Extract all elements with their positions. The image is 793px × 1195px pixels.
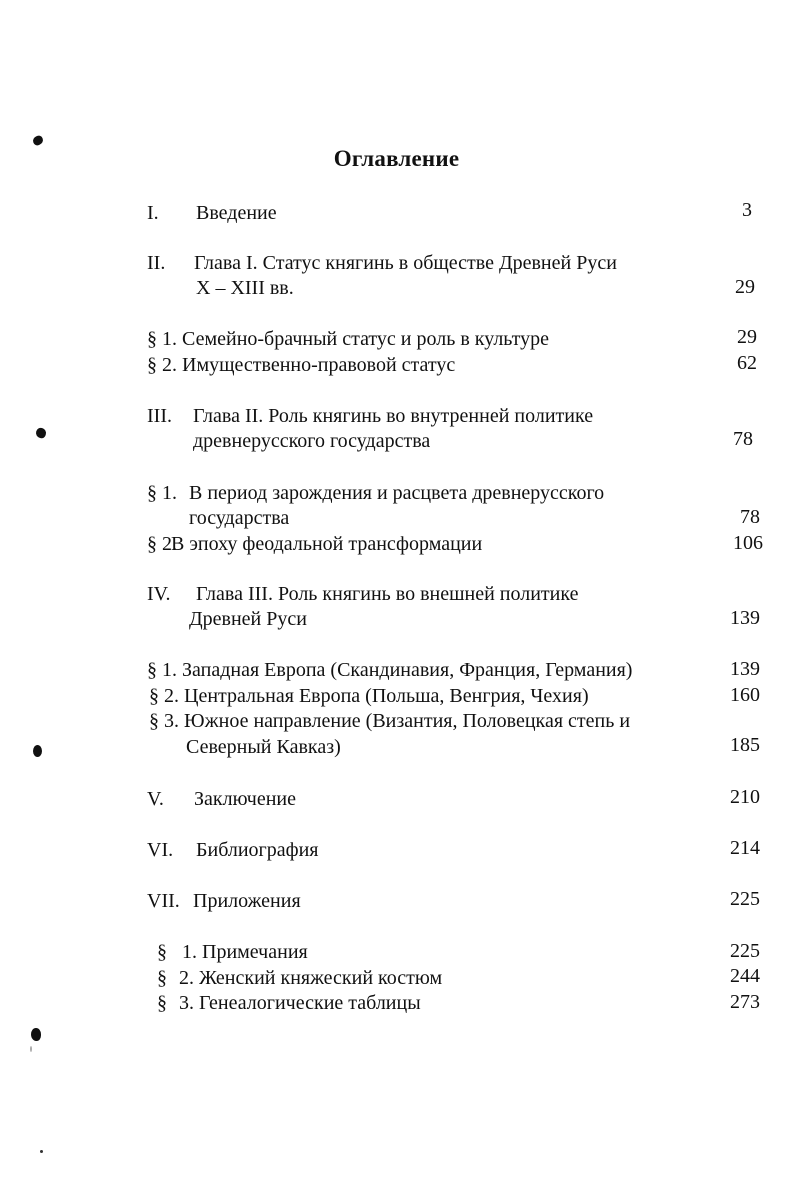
toc-marker-intro: I. bbox=[147, 202, 159, 224]
toc-title-ch1-s2: § 2. Имущественно-правовой статус bbox=[147, 354, 456, 376]
toc-marker-app-s2: § bbox=[157, 967, 167, 989]
toc-page-ch1-s1: 29 bbox=[737, 326, 757, 348]
toc-marker-ch1: II. bbox=[147, 252, 166, 274]
toc-page-ch3-s3: 185 bbox=[730, 734, 760, 756]
toc-page-ch3: 139 bbox=[730, 607, 760, 629]
scan-speck bbox=[30, 1046, 32, 1052]
toc-title-ch1-line2: X – XIII вв. bbox=[196, 277, 294, 299]
toc-title-ch3-s3-line1: § 3. Южное направление (Византия, Половецкая степь и bbox=[149, 710, 631, 732]
toc-page-conclusion: 210 bbox=[730, 786, 760, 808]
punch-hole-mark bbox=[31, 1028, 41, 1041]
toc-title-ch2-line1: Глава II. Роль княгинь во внутренней политике bbox=[193, 405, 594, 427]
toc-title-bibliography: Библиография bbox=[196, 839, 319, 861]
toc-page-ch2: 78 bbox=[733, 428, 753, 450]
toc-title-ch3-line2: Древней Руси bbox=[189, 608, 307, 630]
toc-title-app-s3: 3. Генеалогические таблицы bbox=[179, 992, 421, 1014]
toc-page-intro: 3 bbox=[742, 199, 752, 221]
toc-page-appendices: 225 bbox=[730, 888, 760, 910]
toc-marker-bibliography: VI. bbox=[147, 839, 174, 861]
toc-page-app-s2: 244 bbox=[730, 965, 760, 987]
toc-marker-ch2-s2: § 2. bbox=[147, 533, 177, 555]
toc-title-app-s1: 1. Примечания bbox=[182, 941, 308, 963]
toc-title-ch2-s2: В эпоху феодальной трансформации bbox=[171, 533, 483, 555]
toc-page-app-s1: 225 bbox=[730, 940, 760, 962]
toc-title-ch3-s1: § 1. Западная Европа (Скандинавия, Франция, Германия) bbox=[147, 659, 633, 681]
toc-marker-ch3: IV. bbox=[147, 583, 171, 605]
toc-page-ch3-s1: 139 bbox=[730, 658, 760, 680]
toc-marker-appendices: VII. bbox=[147, 890, 180, 912]
toc-marker-app-s1: § bbox=[157, 941, 167, 963]
toc-title-ch1-line1: Глава I. Статус княгинь в обществе Древней Руси bbox=[194, 252, 617, 274]
toc-title-app-s2: 2. Женский княжеский костюм bbox=[179, 967, 443, 989]
toc-marker-ch2: III. bbox=[147, 405, 172, 427]
toc-title-appendices: Приложения bbox=[193, 890, 301, 912]
toc-title-intro: Введение bbox=[196, 202, 277, 224]
punch-hole-mark bbox=[35, 427, 47, 439]
page-title: Оглавление bbox=[333, 146, 460, 171]
punch-hole-mark bbox=[32, 135, 44, 147]
toc-title-ch3-s3-line2: Северный Кавказ) bbox=[186, 736, 341, 758]
toc-marker-ch2-s1: § 1. bbox=[147, 482, 177, 504]
toc-page-ch1: 29 bbox=[735, 276, 755, 298]
toc-title-ch2-s1-line2: государства bbox=[189, 507, 290, 529]
toc-marker-conclusion: V. bbox=[147, 788, 164, 810]
toc-page-app-s3: 273 bbox=[730, 991, 760, 1013]
toc-marker-app-s3: § bbox=[157, 992, 167, 1014]
toc-title-ch2-line2: древнерусского государства bbox=[193, 430, 431, 452]
toc-title-conclusion: Заключение bbox=[194, 788, 296, 810]
toc-title-ch1-s1: § 1. Семейно-брачный статус и роль в культуре bbox=[147, 328, 550, 350]
toc-page-ch3-s2: 160 bbox=[730, 684, 760, 706]
toc-title-ch3-line1: Глава III. Роль княгинь во внешней политике bbox=[196, 583, 579, 605]
toc-page-ch2-s2: 106 bbox=[733, 532, 763, 554]
toc-page-ch1-s2: 62 bbox=[737, 352, 757, 374]
punch-hole-mark bbox=[33, 745, 42, 757]
scan-speck bbox=[40, 1150, 43, 1153]
toc-page-bibliography: 214 bbox=[730, 837, 760, 859]
toc-title-ch2-s1-line1: В период зарождения и расцвета древнерусского bbox=[189, 482, 605, 504]
toc-page-ch2-s1: 78 bbox=[740, 506, 760, 528]
toc-title-ch3-s2: § 2. Центральная Европа (Польша, Венгрия, Чехия) bbox=[149, 685, 589, 707]
